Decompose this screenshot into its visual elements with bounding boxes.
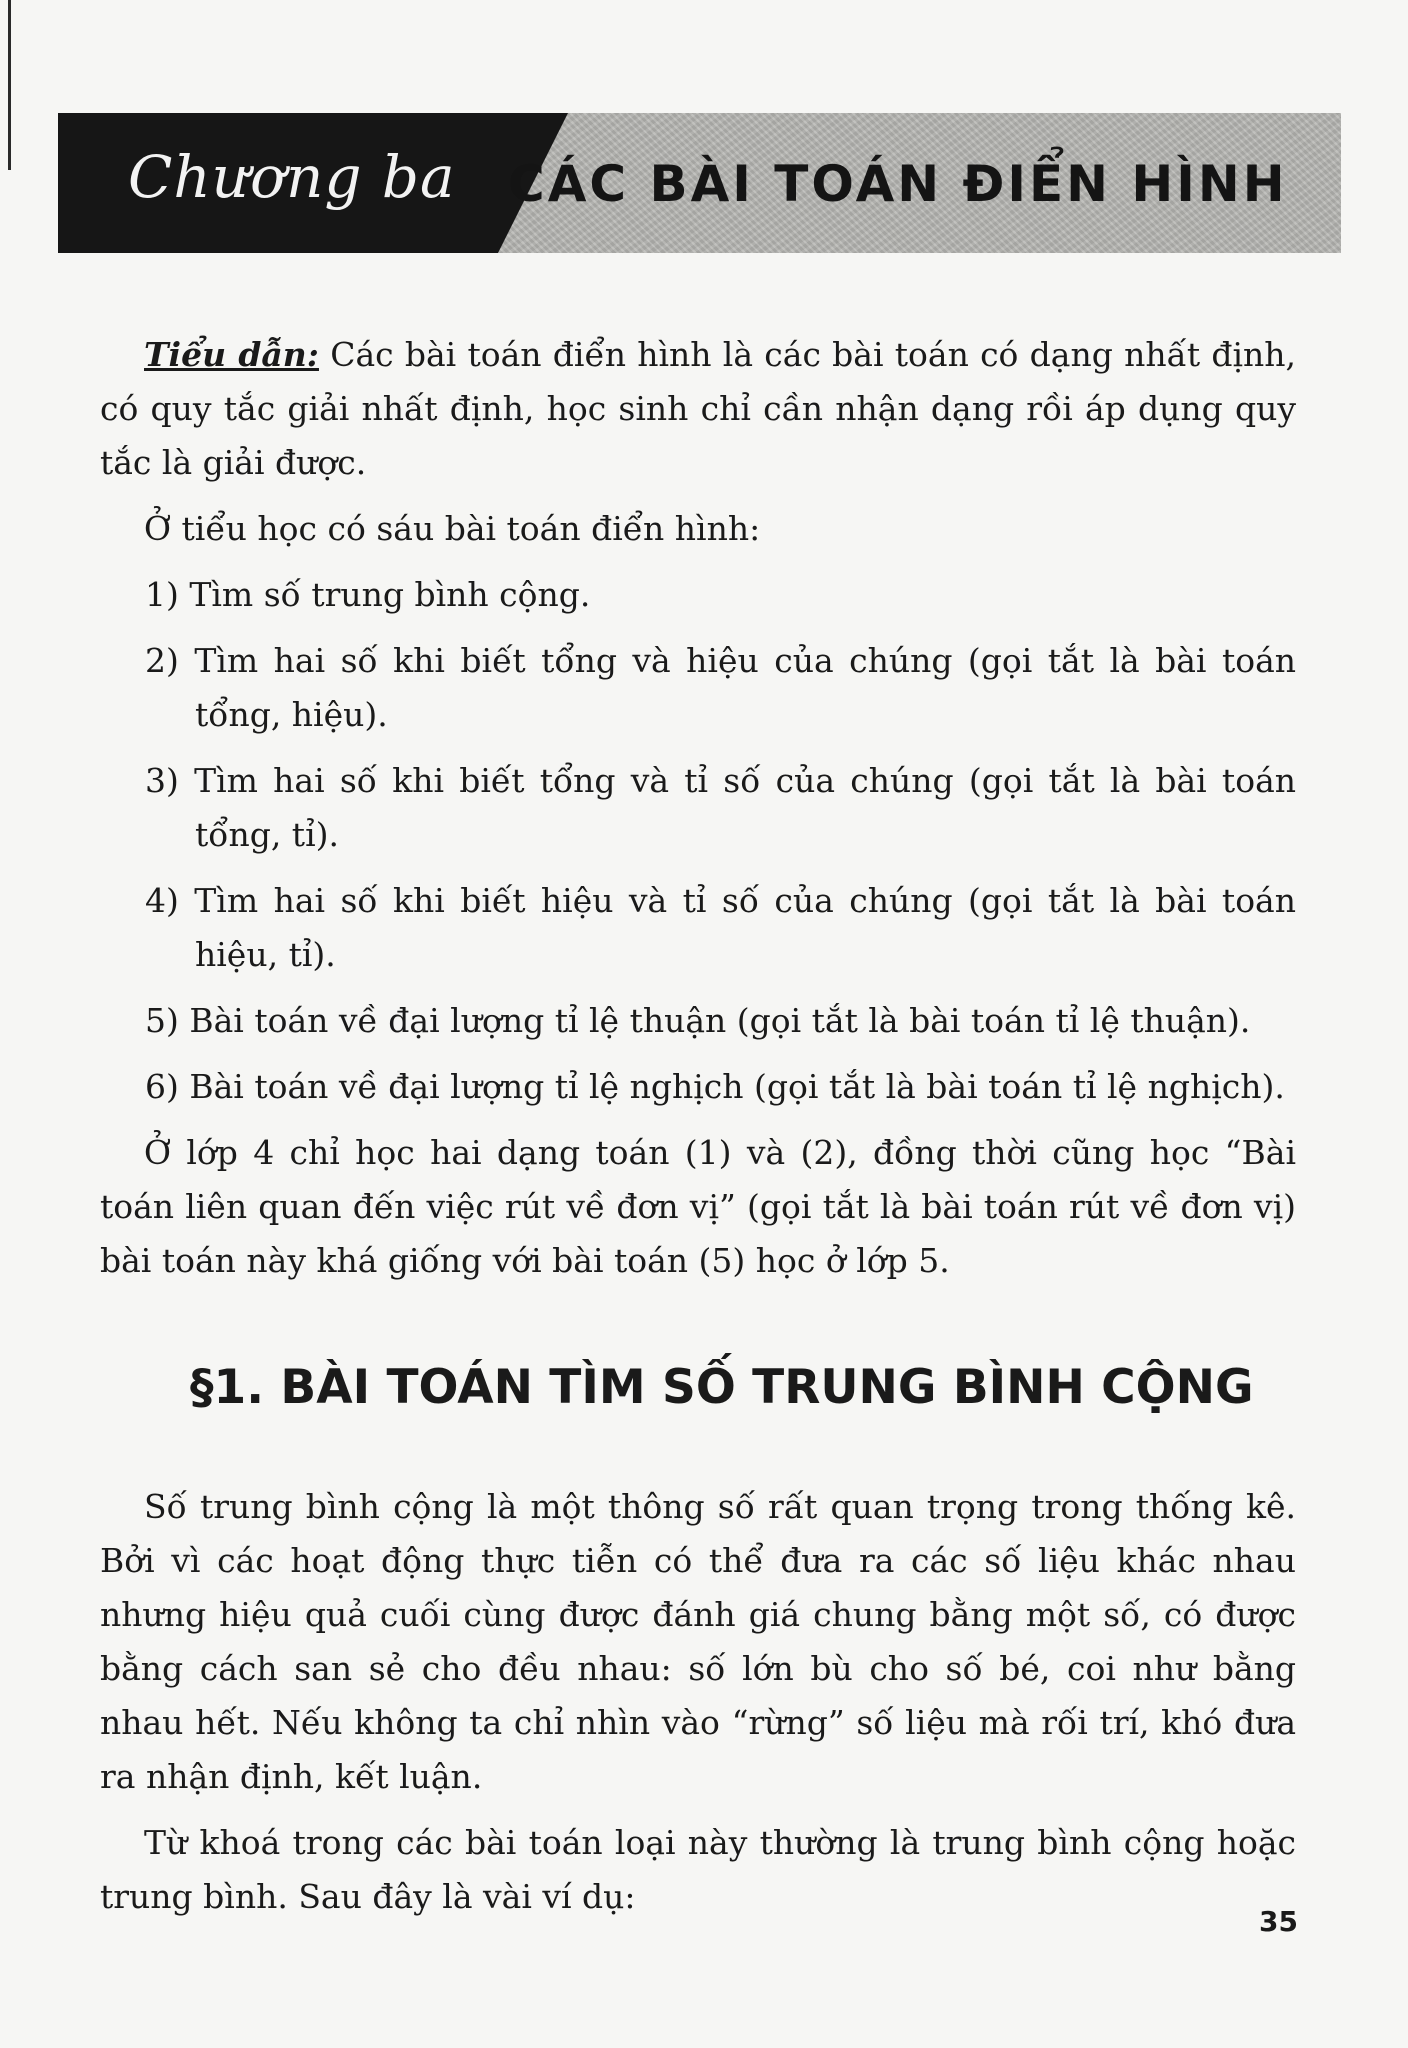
page-edge-mark xyxy=(8,0,11,170)
problem-type-item: 5) Bài toán về đại lượng tỉ lệ thuận (gọi tắt là bài toán tỉ lệ thuận). xyxy=(145,1001,1251,1040)
section-paragraph: Từ khoá trong các bài toán loại này thường là trung bình cộng hoặc trung bình. Sau đây là vài ví dụ: xyxy=(100,1823,1296,1916)
chapter-label: Chương ba xyxy=(128,143,456,211)
grade4-note: Ở lớp 4 chỉ học hai dạng toán (1) và (2), đồng thời cũng học “Bài toán liên quan đến việc rút về đơn vị” (gọi tắt là bài toán rút về đơn vị) bài toán này khá giống với bài toán (5) học ở lớp 5. xyxy=(100,1133,1296,1280)
problem-type-item: 6) Bài toán về đại lượng tỉ lệ nghịch (gọi tắt là bài toán tỉ lệ nghịch). xyxy=(145,1067,1285,1106)
section-heading: §1. BÀI TOÁN TÌM SỐ TRUNG BÌNH CỘNG xyxy=(190,1360,1254,1415)
intro-paragraph xyxy=(100,328,1296,490)
chapter-banner xyxy=(58,113,1341,253)
page-content xyxy=(100,328,1296,1924)
problem-type-item: 4) Tìm hai số khi biết hiệu và tỉ số của chúng (gọi tắt là bài toán hiệu, tỉ). xyxy=(145,881,1296,974)
problem-type-item: 1) Tìm số trung bình cộng. xyxy=(145,575,591,614)
section-paragraph: Số trung bình cộng là một thông số rất quan trọng trong thống kê. Bởi vì các hoạt động thực tiễn có thể đưa ra các số liệu khác nhau nhưng hiệu quả cuối cùng được đánh giá chung bằng một số, có được bằng cách san sẻ cho đều nhau: số lớn bù cho số bé, coi như bằng nhau hết. Nếu không ta chỉ nhìn vào “rừng” số liệu mà rối trí, khó đưa ra nhận định, kết luận. xyxy=(100,1487,1296,1796)
list-intro: Ở tiểu học có sáu bài toán điển hình: xyxy=(144,509,761,548)
problem-type-item: 2) Tìm hai số khi biết tổng và hiệu của chúng (gọi tắt là bài toán tổng, hiệu). xyxy=(145,641,1296,734)
page-number: 35 xyxy=(1259,1905,1298,1938)
intro-text: Các bài toán điển hình là các bài toán có dạng nhất định, có quy tắc giải nhất định, học sinh chỉ cần nhận dạng rồi áp dụng quy tắc là giải được. xyxy=(100,335,1297,482)
intro-label: Tiểu dẫn: xyxy=(144,335,319,374)
problem-type-item: 3) Tìm hai số khi biết tổng và tỉ số của chúng (gọi tắt là bài toán tổng, tỉ). xyxy=(145,761,1296,854)
chapter-title: CÁC BÀI TOÁN ĐIỂN HÌNH xyxy=(508,155,1288,213)
